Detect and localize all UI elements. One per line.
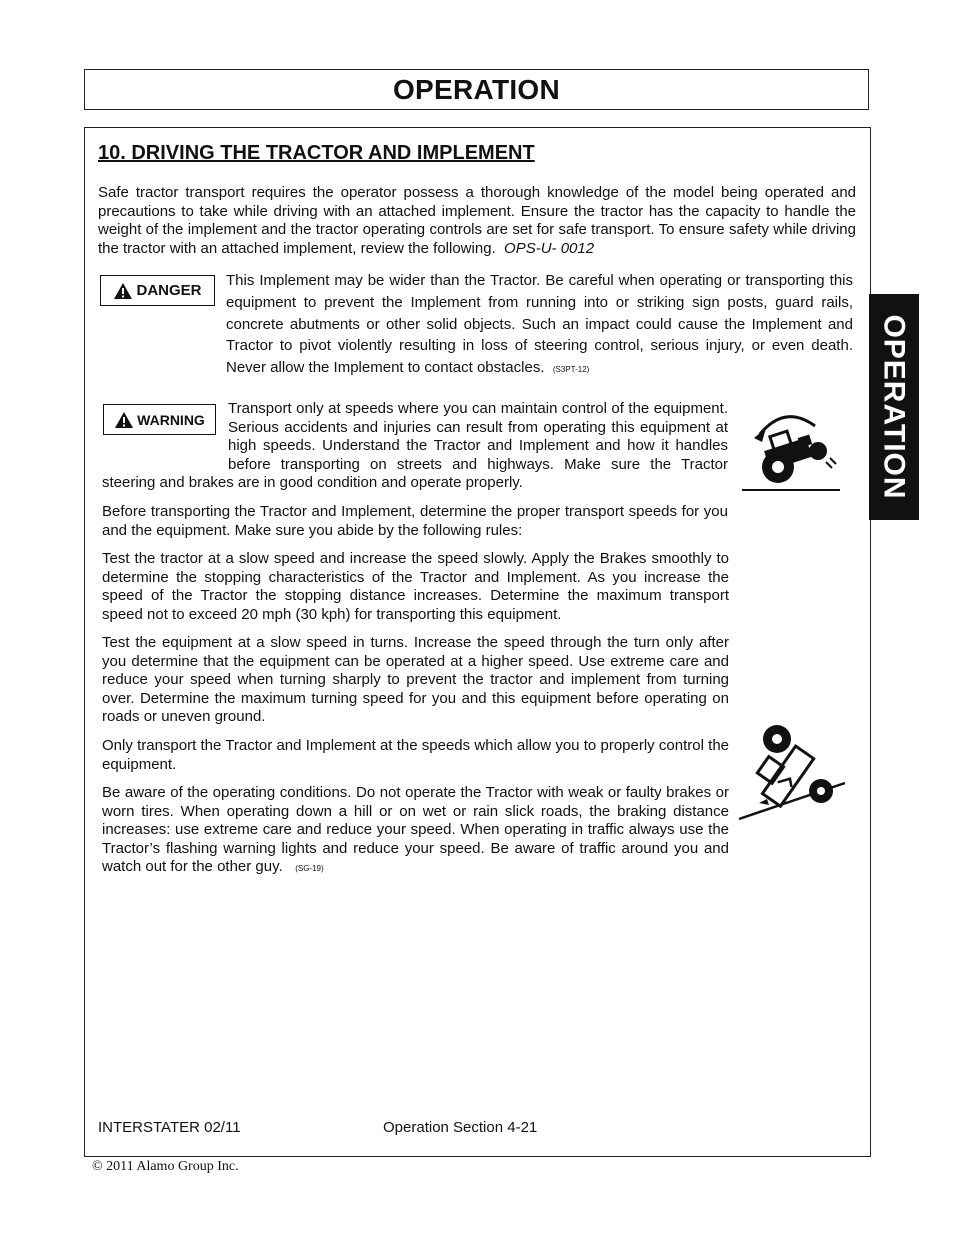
section-title: 10. DRIVING THE TRACTOR AND IMPLEMENT — [98, 142, 535, 164]
paragraph-1: Before transporting the Tractor and Implement, determine the proper transport speeds for you and the equipment. Make sure you abide by the following rules: — [102, 503, 728, 539]
section-side-tab — [869, 294, 919, 520]
tractor-turning-illustration-icon — [740, 404, 842, 494]
paragraph-2: Test the tractor at a slow speed and increase the speed slowly. Apply the Brakes smoothly to determine the stopping characteristics of the Tractor and Implement. As you increase the speed of the Tractor the stopping distance increases. Determine the maximum transport speed not to exceed 20 mph (30 kph) for transporting this equipment. — [102, 550, 729, 623]
paragraph-5-text: Be aware of the operating conditions. Do not operate the Tractor with weak or faulty brakes or worn tires. When operating down a hill or on wet or rain slick roads, the braking distance increases: use extreme care and reduce your speed. When operating in traffic always use the Tractor’s flashing warning lights and reduce your speed. Be aware of traffic around you and watch out for the other guy. — [102, 784, 729, 876]
side-tab-label: OPERATION — [878, 314, 911, 500]
intro-paragraph — [98, 184, 856, 258]
danger-text: This Implement may be wider than the Tractor. Be careful when operating or transporting this equipment to prevent the Implement from running into or striking sign posts, guard rails, concrete abutments or other solid objects. Such an impact could cause the Implement and Tractor to pivot violently resulting in loss of steering control, serious injury, or even death. Never allow the Implement to contact obstacles. — [226, 272, 853, 377]
copyright-notice: © 2011 Alamo Group Inc. — [92, 1159, 239, 1174]
warning-message — [102, 400, 728, 493]
paragraph-5-code: (SG-19) — [295, 864, 324, 874]
intro-text: Safe tractor transport requires the operator possess a thorough knowledge of the model being operated and precautions to take while driving with an attached implement. Ensure the tractor has the capacity to handle the weight of the implement and the tractor operating controls are set for safe transport. To ensure safety while driving the tractor with an attached implement, review the following. — [98, 184, 856, 257]
hazard-triangle-icon — [113, 282, 133, 300]
footer-model-date: INTERSTATER 02/11 — [98, 1119, 241, 1136]
intro-code: OPS-U- 0012 — [504, 239, 595, 257]
danger-badge-label: DANGER — [136, 282, 202, 299]
paragraph-3: Test the equipment at a slow speed in turns. Increase the speed through the turn only after you determine that the equipment can be operated at a higher speed. Use extreme care and reduce your speed when turning sharply to prevent the tractor and implement from turning over. Determine the maximum turning speed for you and this equipment before operating on roads or uneven ground. — [102, 634, 729, 726]
tractor-rollover-illustration-icon — [737, 719, 847, 824]
danger-badge — [100, 275, 215, 306]
warning-badge-label: WARNING — [137, 411, 205, 428]
header-box — [84, 69, 869, 110]
danger-message — [226, 270, 853, 381]
paragraph-5 — [102, 784, 729, 879]
footer-page-number: Operation Section 4-21 — [383, 1119, 538, 1136]
page-header-title: OPERATION — [392, 73, 561, 105]
warning-text: Transport only at speeds where you can maintain control of the equipment. Serious accidents and injuries can result from operating this equipment at high speeds. Understand the Tractor and Implement and how it handles before transporting on streets and highways. Make sure the Tractor steering and brakes are in good condition and operate properly. — [102, 400, 728, 492]
paragraph-4: Only transport the Tractor and Implement at the speeds which allow you to properly control the equipment. — [102, 737, 729, 773]
danger-code: (S3PT-12) — [552, 365, 590, 375]
